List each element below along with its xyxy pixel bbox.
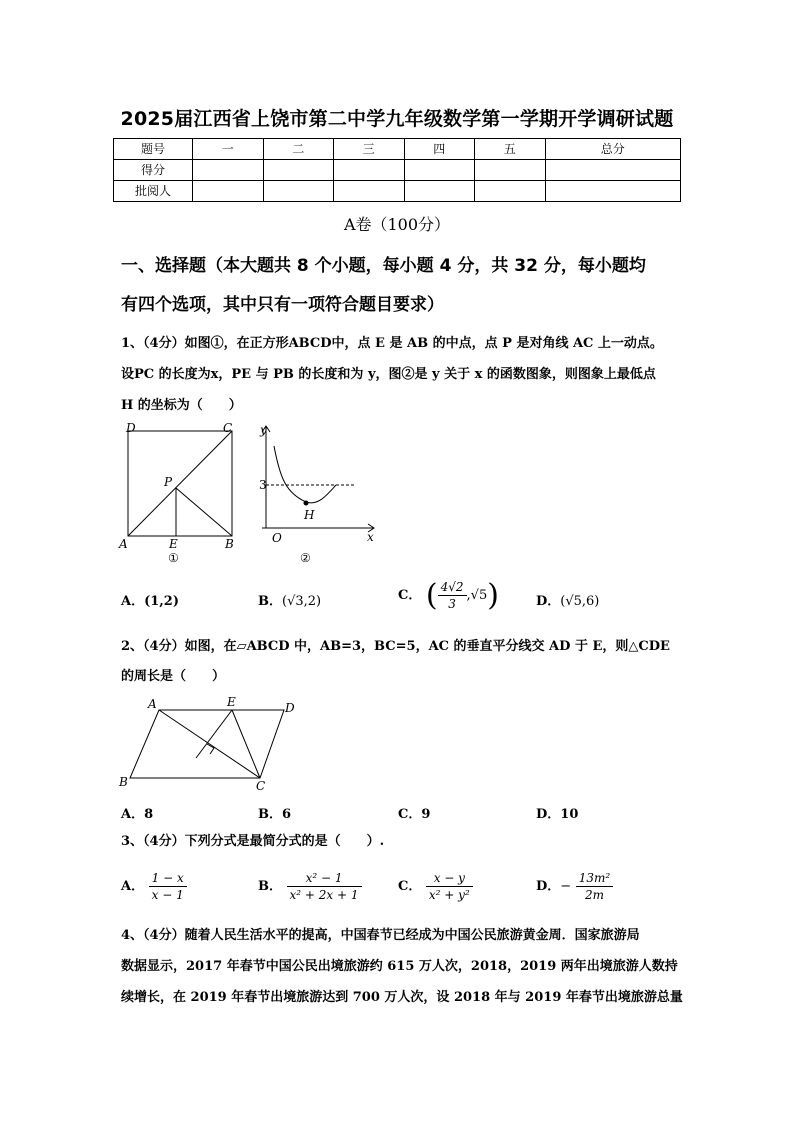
label-C: C <box>223 421 233 435</box>
label-A: A <box>148 697 157 711</box>
q3-option-a-num: 1 − x <box>149 870 187 887</box>
q1-option-b-value: (√3,2) <box>282 594 322 609</box>
score-cell[interactable] <box>263 160 334 181</box>
score-header-cell: 三 <box>334 139 405 160</box>
label-B: B <box>119 775 128 789</box>
q3-option-d-fraction <box>576 870 613 903</box>
score-cell[interactable] <box>263 181 334 202</box>
part-heading-line2: 有四个选项，其中只有一项符合题目要求） <box>121 295 444 315</box>
q1-option-d[interactable] <box>536 590 599 609</box>
label-three: 3 <box>259 478 267 492</box>
page-title: 2025届江西省上饶市第二中学九年级数学第一学期开学调研试题 <box>120 108 674 130</box>
score-cell[interactable] <box>193 160 264 181</box>
q2-line1: 2、（4分）如图，在▱ABCD 中，AB=3，BC=5，AC 的垂直平分线交 AD 于 E，则△CDE <box>121 639 670 654</box>
q1-option-d-prefix: D． <box>536 594 561 609</box>
figure-caption-1: ① <box>168 551 179 565</box>
q3-option-a-fraction <box>149 870 187 903</box>
score-cell[interactable] <box>545 181 681 202</box>
q3-option-d-den: 2m <box>584 888 604 902</box>
score-table-row <box>114 160 681 181</box>
score-cell[interactable] <box>193 181 264 202</box>
q2-option-a[interactable]: A．8 <box>121 807 154 822</box>
q2-line2: 的周长是（ ） <box>121 669 226 684</box>
label-O: O <box>272 531 282 545</box>
q3-option-d-prefix: D． <box>536 879 561 894</box>
score-cell[interactable] <box>334 181 405 202</box>
q2-option-c[interactable]: C．9 <box>398 807 431 822</box>
label-C: C <box>256 779 266 793</box>
figure-caption-2: ② <box>300 551 311 565</box>
score-cell[interactable] <box>404 160 475 181</box>
q3-option-c-num: x − y <box>426 870 473 887</box>
score-header-cell: 一 <box>193 139 264 160</box>
section-title: A卷（100分） <box>343 215 451 234</box>
q2-option-d[interactable]: D．10 <box>536 807 579 822</box>
q1-option-a[interactable]: A．(1,2) <box>121 594 180 609</box>
score-table-header-row <box>114 139 681 160</box>
score-row-label: 批阅人 <box>114 181 193 202</box>
score-header-cell: 五 <box>475 139 546 160</box>
score-row-label: 得分 <box>114 160 193 181</box>
q1-option-d-value: (√5,6) <box>560 594 600 609</box>
label-D: D <box>285 701 295 715</box>
q1-option-c-tail: ,√5 <box>466 588 488 603</box>
label-x: x <box>367 530 374 544</box>
q3-option-a[interactable] <box>121 870 187 903</box>
point-H <box>304 501 309 506</box>
score-cell[interactable] <box>334 160 405 181</box>
score-header-cell: 二 <box>263 139 334 160</box>
q3-line1: 3、（4分）下列分式是最简分式的是（ ）. <box>121 834 385 849</box>
label-A: A <box>119 537 128 551</box>
q3-option-b-num: x² − 1 <box>287 870 362 887</box>
q3-option-a-prefix: A． <box>121 879 145 894</box>
q4-line2: 数据显示，2017 年春节中国公民出境旅游约 615 万人次，2018，2019 两年出境旅游人数持 <box>121 959 678 974</box>
label-P: P <box>164 475 173 489</box>
q3-option-d-num: 13m² <box>576 870 613 887</box>
q3-option-b-den: x² + 2x + 1 <box>289 888 359 902</box>
q1-figure-graph <box>252 418 382 568</box>
q3-option-d[interactable] <box>536 870 613 903</box>
q3-option-c-prefix: C． <box>398 879 422 894</box>
q4-line1: 4、（4分）随着人民生活水平的提高，中国春节已经成为中国公民旅游黄金周．国家旅游局 <box>121 928 640 943</box>
q1-option-b-prefix: B． <box>258 594 282 609</box>
q3-option-b[interactable] <box>258 870 362 903</box>
score-table-row <box>114 181 681 202</box>
label-E: E <box>169 537 178 551</box>
q3-option-c-den: x² + y² <box>428 888 470 902</box>
q3-option-c-fraction <box>426 870 473 903</box>
q3-option-c[interactable] <box>398 870 473 903</box>
score-header-cell: 题号 <box>114 139 193 160</box>
q1-line2: 设PC 的长度为x，PE 与 PB 的长度和为 y，图②是 y 关于 x 的函数图象，则图象上最低点 <box>121 367 656 382</box>
q1-option-b[interactable] <box>258 590 321 609</box>
score-cell[interactable] <box>475 160 546 181</box>
q1-line3: H 的坐标为（ ） <box>121 398 242 413</box>
part-heading-line1: 一、选择题（本大题共 8 个小题，每小题 4 分，共 32 分，每小题均 <box>121 256 646 276</box>
label-B: B <box>225 537 234 551</box>
q1-option-c-fraction <box>438 579 467 612</box>
q2-option-b[interactable]: B．6 <box>258 807 292 822</box>
label-H: H <box>304 508 315 522</box>
label-D: D <box>126 421 136 435</box>
q1-option-c-num: 4√2 <box>438 579 467 596</box>
q1-option-c-den: 3 <box>448 597 456 611</box>
q1-option-c-prefix: C． <box>398 588 422 603</box>
label-E: E <box>227 695 236 709</box>
q2-figure-parallelogram <box>114 694 304 794</box>
score-cell[interactable] <box>404 181 475 202</box>
score-cell[interactable] <box>545 160 681 181</box>
q3-option-b-prefix: B． <box>258 879 282 894</box>
label-y: y <box>260 423 267 437</box>
q4-line3: 续增长，在 2019 年春节出境旅游达到 700 万人次，设 2018 年与 2019 年春节出境旅游总量 <box>121 990 683 1005</box>
q3-option-d-sign: − <box>560 879 572 894</box>
score-table <box>113 138 681 202</box>
q3-option-a-den: x − 1 <box>151 888 184 902</box>
score-cell[interactable] <box>475 181 546 202</box>
q1-line1: 1、（4分）如图①，在正方形ABCD中，点 E 是 AB 的中点，点 P 是对角线 AC 上一动点。 <box>121 336 663 351</box>
score-header-cell: 总分 <box>545 139 681 160</box>
q3-option-b-fraction <box>287 870 362 903</box>
q1-option-c[interactable]: C． ( $\frac{4√2}{3}$ ,√5) <box>398 578 499 613</box>
q1-figure-square <box>115 418 245 568</box>
score-header-cell: 四 <box>404 139 475 160</box>
